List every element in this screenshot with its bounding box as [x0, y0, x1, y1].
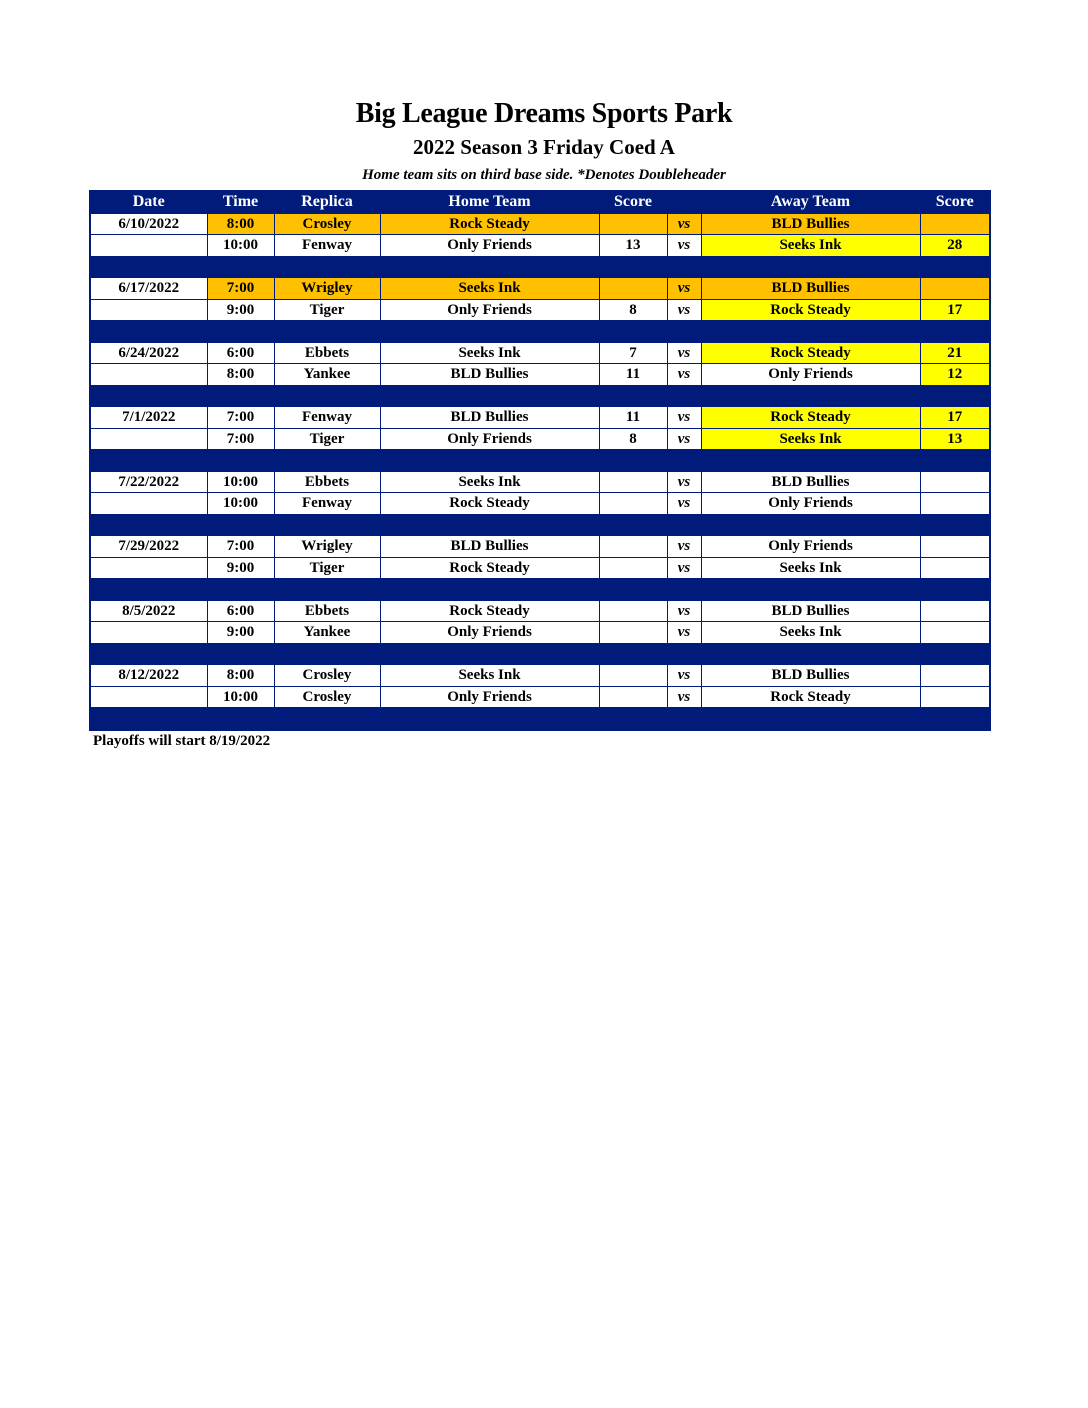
replica-cell: Fenway	[274, 493, 380, 515]
page-title: Big League Dreams Sports Park	[355, 98, 733, 129]
replica-cell: Crosley	[274, 665, 380, 687]
table-row	[90, 686, 990, 708]
vs-cell: vs	[667, 278, 701, 300]
separator-cell	[920, 514, 990, 536]
away-score-cell: 12	[920, 364, 990, 386]
vs-cell: vs	[667, 600, 701, 622]
away-cell: Only Friends	[701, 493, 920, 515]
table-row	[90, 278, 990, 300]
header-replica: Replica	[274, 191, 380, 213]
header-time: Time	[207, 191, 274, 213]
date-cell	[90, 622, 207, 644]
separator-cell	[207, 643, 274, 665]
vs-cell: vs	[667, 213, 701, 235]
away-cell: Only Friends	[701, 364, 920, 386]
separator-cell	[90, 385, 207, 407]
date-cell: 8/12/2022	[90, 665, 207, 687]
table-row	[90, 536, 990, 558]
separator-cell	[380, 385, 599, 407]
header-date: Date	[90, 191, 207, 213]
away-cell: Rock Steady	[701, 407, 920, 429]
home-score-cell	[599, 278, 667, 300]
separator-cell	[274, 256, 380, 278]
away-score-cell	[920, 665, 990, 687]
home-cell: Seeks Ink	[380, 665, 599, 687]
home-cell: Rock Steady	[380, 600, 599, 622]
date-cell: 7/29/2022	[90, 536, 207, 558]
page-subtitle: 2022 Season 3 Friday Coed A	[413, 135, 675, 159]
vs-cell: vs	[667, 299, 701, 321]
time-cell: 7:00	[207, 407, 274, 429]
date-cell	[90, 235, 207, 257]
time-cell: 10:00	[207, 235, 274, 257]
separator-cell	[599, 385, 667, 407]
separator-cell	[207, 256, 274, 278]
separator-cell	[207, 321, 274, 343]
away-cell: Seeks Ink	[701, 235, 920, 257]
home-score-cell	[599, 600, 667, 622]
separator-cell	[701, 579, 920, 601]
separator-cell	[274, 643, 380, 665]
separator-cell	[274, 321, 380, 343]
home-cell: Seeks Ink	[380, 342, 599, 364]
home-score-cell	[599, 557, 667, 579]
away-cell: Only Friends	[701, 536, 920, 558]
separator-cell	[274, 385, 380, 407]
away-score-cell	[920, 557, 990, 579]
replica-cell: Crosley	[274, 686, 380, 708]
vs-cell: vs	[667, 407, 701, 429]
date-cell	[90, 364, 207, 386]
separator-cell	[90, 450, 207, 472]
home-cell: Rock Steady	[380, 213, 599, 235]
separator-cell	[380, 321, 599, 343]
week-separator-row	[90, 256, 990, 278]
separator-cell	[599, 708, 667, 730]
separator-cell	[667, 321, 701, 343]
separator-cell	[90, 643, 207, 665]
time-cell: 8:00	[207, 213, 274, 235]
home-score-cell	[599, 471, 667, 493]
table-row	[90, 235, 990, 257]
away-score-cell	[920, 622, 990, 644]
home-cell: BLD Bullies	[380, 364, 599, 386]
time-cell: 6:00	[207, 342, 274, 364]
away-score-cell	[920, 493, 990, 515]
separator-cell	[667, 450, 701, 472]
home-score-cell: 8	[599, 299, 667, 321]
away-score-cell: 17	[920, 407, 990, 429]
table-row	[90, 213, 990, 235]
away-score-cell	[920, 536, 990, 558]
vs-cell: vs	[667, 364, 701, 386]
header-away-team: Away Team	[701, 191, 920, 213]
separator-cell	[599, 450, 667, 472]
away-cell: Rock Steady	[701, 342, 920, 364]
away-cell: BLD Bullies	[701, 471, 920, 493]
away-cell: Seeks Ink	[701, 622, 920, 644]
replica-cell: Yankee	[274, 364, 380, 386]
separator-cell	[90, 708, 207, 730]
separator-cell	[274, 579, 380, 601]
separator-cell	[599, 579, 667, 601]
time-cell: 8:00	[207, 665, 274, 687]
away-score-cell: 21	[920, 342, 990, 364]
separator-cell	[599, 514, 667, 536]
separator-cell	[90, 256, 207, 278]
separator-cell	[920, 643, 990, 665]
time-cell: 9:00	[207, 622, 274, 644]
separator-cell	[207, 450, 274, 472]
home-score-cell: 7	[599, 342, 667, 364]
separator-cell	[920, 385, 990, 407]
replica-cell: Tiger	[274, 299, 380, 321]
separator-cell	[274, 708, 380, 730]
separator-cell	[701, 385, 920, 407]
time-cell: 6:00	[207, 600, 274, 622]
replica-cell: Fenway	[274, 235, 380, 257]
table-row	[90, 364, 990, 386]
date-cell: 7/22/2022	[90, 471, 207, 493]
table-row	[90, 299, 990, 321]
separator-cell	[90, 514, 207, 536]
separator-cell	[920, 321, 990, 343]
separator-cell	[90, 579, 207, 601]
replica-cell: Tiger	[274, 557, 380, 579]
replica-cell: Crosley	[274, 213, 380, 235]
date-cell	[90, 493, 207, 515]
time-cell: 9:00	[207, 299, 274, 321]
header-home-team: Home Team	[380, 191, 599, 213]
separator-cell	[207, 579, 274, 601]
schedule-note: Home team sits on third base side. *Denotes Doubleheader	[362, 167, 726, 183]
table-header-row	[90, 191, 990, 213]
week-separator-row	[90, 579, 990, 601]
separator-cell	[920, 579, 990, 601]
header-vs	[667, 191, 701, 213]
time-cell: 7:00	[207, 278, 274, 300]
separator-cell	[701, 514, 920, 536]
header-away-score: Score	[920, 191, 990, 213]
vs-cell: vs	[667, 342, 701, 364]
home-cell: Only Friends	[380, 428, 599, 450]
home-score-cell	[599, 622, 667, 644]
separator-cell	[274, 514, 380, 536]
date-cell: 7/1/2022	[90, 407, 207, 429]
separator-cell	[667, 256, 701, 278]
time-cell: 8:00	[207, 364, 274, 386]
schedule-body	[90, 213, 990, 730]
away-score-cell	[920, 600, 990, 622]
home-cell: Only Friends	[380, 622, 599, 644]
home-cell: Rock Steady	[380, 557, 599, 579]
table-row	[90, 428, 990, 450]
away-score-cell	[920, 471, 990, 493]
home-score-cell	[599, 493, 667, 515]
home-score-cell	[599, 536, 667, 558]
table-row	[90, 600, 990, 622]
vs-cell: vs	[667, 557, 701, 579]
separator-cell	[701, 256, 920, 278]
separator-cell	[701, 450, 920, 472]
time-cell: 7:00	[207, 536, 274, 558]
away-score-cell	[920, 213, 990, 235]
table-row	[90, 665, 990, 687]
separator-cell	[701, 321, 920, 343]
home-score-cell	[599, 686, 667, 708]
table-row	[90, 622, 990, 644]
separator-cell	[599, 643, 667, 665]
separator-cell	[701, 708, 920, 730]
replica-cell: Wrigley	[274, 536, 380, 558]
away-cell: BLD Bullies	[701, 665, 920, 687]
separator-cell	[667, 514, 701, 536]
date-cell	[90, 686, 207, 708]
date-cell	[90, 557, 207, 579]
separator-cell	[701, 643, 920, 665]
away-cell: BLD Bullies	[701, 600, 920, 622]
separator-cell	[920, 450, 990, 472]
home-cell: Seeks Ink	[380, 278, 599, 300]
away-score-cell	[920, 278, 990, 300]
vs-cell: vs	[667, 536, 701, 558]
time-cell: 10:00	[207, 493, 274, 515]
home-cell: BLD Bullies	[380, 407, 599, 429]
schedule-table	[89, 190, 991, 731]
week-separator-row	[90, 385, 990, 407]
home-cell: Rock Steady	[380, 493, 599, 515]
home-score-cell: 11	[599, 407, 667, 429]
away-score-cell: 13	[920, 428, 990, 450]
time-cell: 7:00	[207, 428, 274, 450]
week-separator-row	[90, 514, 990, 536]
separator-cell	[920, 708, 990, 730]
date-cell	[90, 299, 207, 321]
home-cell: Only Friends	[380, 235, 599, 257]
separator-cell	[667, 385, 701, 407]
separator-cell	[920, 256, 990, 278]
time-cell: 10:00	[207, 686, 274, 708]
table-row	[90, 471, 990, 493]
vs-cell: vs	[667, 428, 701, 450]
replica-cell: Wrigley	[274, 278, 380, 300]
date-cell: 6/17/2022	[90, 278, 207, 300]
date-cell: 6/24/2022	[90, 342, 207, 364]
home-score-cell	[599, 665, 667, 687]
away-score-cell: 28	[920, 235, 990, 257]
separator-cell	[207, 514, 274, 536]
separator-cell	[380, 450, 599, 472]
away-cell: Rock Steady	[701, 686, 920, 708]
home-score-cell: 13	[599, 235, 667, 257]
separator-cell	[274, 450, 380, 472]
date-cell: 8/5/2022	[90, 600, 207, 622]
home-cell: BLD Bullies	[380, 536, 599, 558]
separator-cell	[599, 321, 667, 343]
time-cell: 10:00	[207, 471, 274, 493]
away-cell: Seeks Ink	[701, 428, 920, 450]
table-row	[90, 557, 990, 579]
vs-cell: vs	[667, 235, 701, 257]
table-row	[90, 493, 990, 515]
separator-cell	[207, 708, 274, 730]
vs-cell: vs	[667, 493, 701, 515]
table-row	[90, 407, 990, 429]
date-cell: 6/10/2022	[90, 213, 207, 235]
replica-cell: Fenway	[274, 407, 380, 429]
separator-cell	[90, 321, 207, 343]
separator-cell	[667, 708, 701, 730]
away-score-cell	[920, 686, 990, 708]
playoffs-note: Playoffs will start 8/19/2022	[93, 733, 271, 749]
separator-cell	[380, 643, 599, 665]
week-separator-row	[90, 643, 990, 665]
separator-cell	[207, 385, 274, 407]
week-separator-row	[90, 321, 990, 343]
header-home-score: Score	[599, 191, 667, 213]
home-score-cell	[599, 213, 667, 235]
home-score-cell: 11	[599, 364, 667, 386]
home-cell: Only Friends	[380, 686, 599, 708]
replica-cell: Ebbets	[274, 600, 380, 622]
home-cell: Seeks Ink	[380, 471, 599, 493]
separator-cell	[599, 256, 667, 278]
replica-cell: Yankee	[274, 622, 380, 644]
away-score-cell: 17	[920, 299, 990, 321]
separator-cell	[380, 708, 599, 730]
home-score-cell: 8	[599, 428, 667, 450]
home-cell: Only Friends	[380, 299, 599, 321]
date-cell	[90, 428, 207, 450]
away-cell: Rock Steady	[701, 299, 920, 321]
vs-cell: vs	[667, 686, 701, 708]
separator-cell	[380, 256, 599, 278]
separator-cell	[380, 514, 599, 536]
week-separator-row	[90, 708, 990, 730]
week-separator-row	[90, 450, 990, 472]
replica-cell: Ebbets	[274, 471, 380, 493]
separator-cell	[380, 579, 599, 601]
away-cell: Seeks Ink	[701, 557, 920, 579]
vs-cell: vs	[667, 471, 701, 493]
table-row	[90, 342, 990, 364]
separator-cell	[667, 579, 701, 601]
away-cell: BLD Bullies	[701, 278, 920, 300]
away-cell: BLD Bullies	[701, 213, 920, 235]
vs-cell: vs	[667, 622, 701, 644]
replica-cell: Ebbets	[274, 342, 380, 364]
time-cell: 9:00	[207, 557, 274, 579]
vs-cell: vs	[667, 665, 701, 687]
replica-cell: Tiger	[274, 428, 380, 450]
separator-cell	[667, 643, 701, 665]
